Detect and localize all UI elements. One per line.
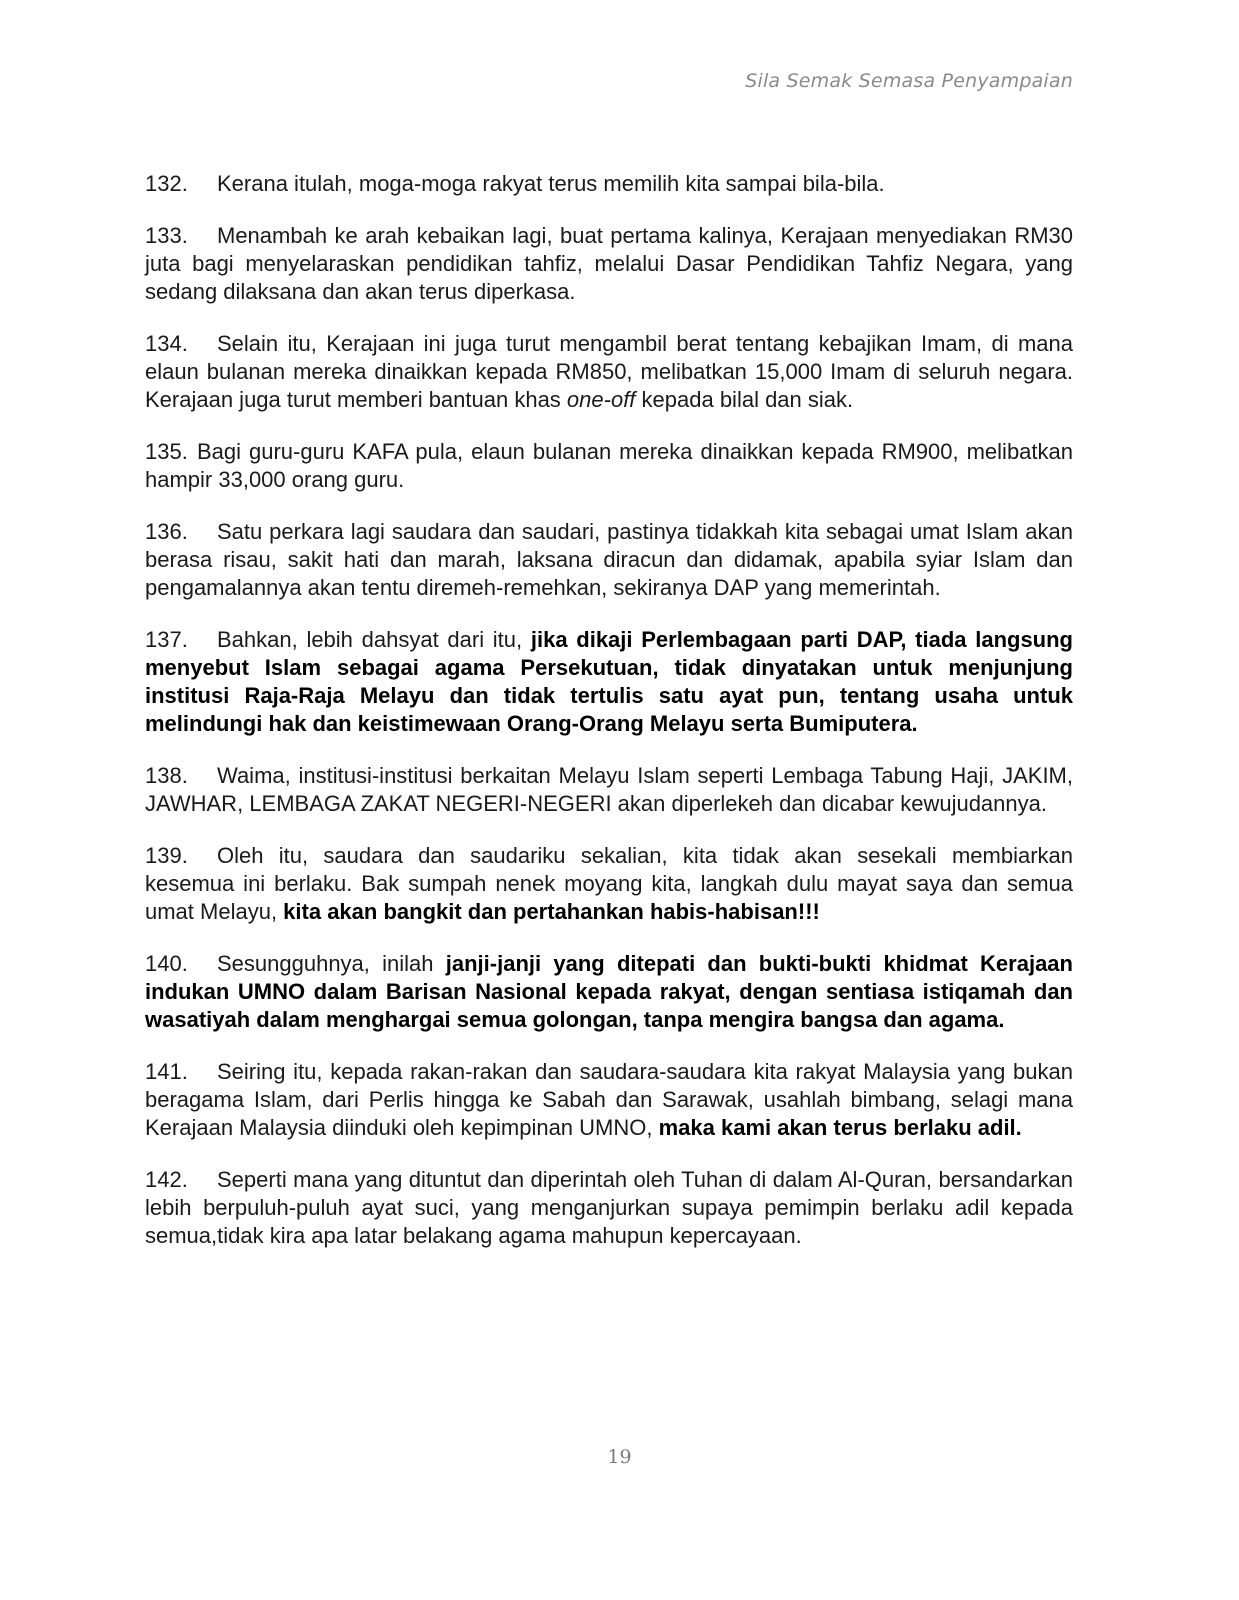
paragraph-text: Menambah ke arah kebaikan lagi, buat pertama kalinya, Kerajaan menyediakan RM30 juta bagi menyelaraskan pendidikan tahfiz, melalui Dasar Pendidikan Tahfiz Negara, yang sedang dilaksana dan akan terus diperkasa. [145,223,1073,304]
paragraph-number: 142. [145,1167,188,1192]
paragraph-135 [145,438,1073,494]
paragraph-133 [145,222,1073,306]
paragraph-number: 139. [145,843,188,868]
paragraph-text: Bagi guru-guru KAFA pula, elaun bulanan mereka dinaikkan kepada RM900, melibatkan hampir 33,000 orang guru. [145,439,1073,492]
paragraph-text: Seiring itu, kepada rakan-rakan dan saudara-saudara kita rakyat Malaysia yang bukan beragama Islam, dari Perlis hingga ke Sabah dan Sarawak, usahlah bimbang, selagi mana Kerajaan Malaysia diinduki oleh kepimpinan UMNO, [145,1059,1073,1140]
emphasis-text: kita akan bangkit dan pertahankan habis-habisan!!! [283,899,820,924]
paragraph-number: 141. [145,1059,188,1084]
paragraph-number: 135. [145,439,188,464]
emphasis-text: jika dikaji Perlembagaan parti DAP, tiada langsung menyebut Islam sebagai agama Persekutuan, tidak dinyatakan untuk menjunjung institusi Raja-Raja Melayu dan tidak tertulis satu ayat pun, tentang usaha untuk melindungi hak dan keistimewaan Orang-Orang Melayu serta Bumiputera. [145,627,1073,736]
page-number: 19 [607,1446,632,1468]
paragraph-number: 138. [145,763,188,788]
paragraph-134 [145,330,1073,414]
paragraph-text: kepada bilal dan siak. [635,387,854,412]
paragraph-text: Selain itu, Kerajaan ini juga turut mengambil berat tentang kebajikan Imam, di mana elaun bulanan mereka dinaikkan kepada RM850, melibatkan 15,000 Imam di seluruh negara. Kerajaan juga turut memberi bantuan khas [145,331,1073,412]
paragraph-text: Waima, institusi-institusi berkaitan Melayu Islam seperti Lembaga Tabung Haji, JAKIM, JAWHAR, LEMBAGA ZAKAT NEGERI-NEGERI akan diperlekeh dan dicabar kewujudannya. [145,763,1073,816]
paragraph-132 [145,170,1073,198]
paragraph-text: Bahkan, lebih dahsyat dari itu, [217,627,531,652]
italic-text: one-off [566,387,636,412]
paragraph-138 [145,762,1073,818]
paragraph-number: 132. [145,171,188,196]
paragraph-140 [145,950,1073,1034]
paragraph-136 [145,518,1073,602]
paragraph-text: Sesungguhnya, inilah [217,951,446,976]
paragraph-number: 140. [145,951,188,976]
paragraph-text: Oleh itu, saudara dan saudariku sekalian, kita tidak akan sesekali membiarkan kesemua ini berlaku. Bak sumpah nenek moyang kita, langkah dulu mayat saya dan semua umat Melayu, [145,843,1073,924]
paragraph-number: 137. [145,627,188,652]
paragraph-text: Kerana itulah, moga-moga rakyat terus memilih kita sampai bila-bila. [217,171,885,196]
paragraph-number: 133. [145,223,188,248]
document-body [145,170,1073,1274]
paragraph-142 [145,1166,1073,1250]
header-note: Sila Semak Semasa Penyampaian [745,70,1073,92]
paragraph-text: Seperti mana yang dituntut dan diperintah oleh Tuhan di dalam Al-Quran, bersandarkan lebih berpuluh-puluh ayat suci, yang menganjurkan supaya pemimpin berlaku adil kepada semua,tidak kira apa latar belakang agama mahupun kepercayaan. [145,1167,1073,1248]
paragraph-number: 136. [145,519,188,544]
emphasis-text: maka kami akan terus berlaku adil. [658,1115,1022,1140]
paragraph-137 [145,626,1073,738]
paragraph-141 [145,1058,1073,1142]
paragraph-number: 134. [145,331,188,356]
paragraph-139 [145,842,1073,926]
emphasis-text: janji-janji yang ditepati dan bukti-bukti khidmat Kerajaan indukan UMNO dalam Barisan Nasional kepada rakyat, dengan sentiasa istiqamah dan wasatiyah dalam menghargai semua golongan, tanpa mengira bangsa dan agama. [145,951,1073,1032]
paragraph-text: Satu perkara lagi saudara dan saudari, pastinya tidakkah kita sebagai umat Islam akan berasa risau, sakit hati dan marah, laksana diracun dan didamak, apabila syiar Islam dan pengamalannya akan tentu diremeh-remehkan, sekiranya DAP yang memerintah. [145,519,1073,600]
